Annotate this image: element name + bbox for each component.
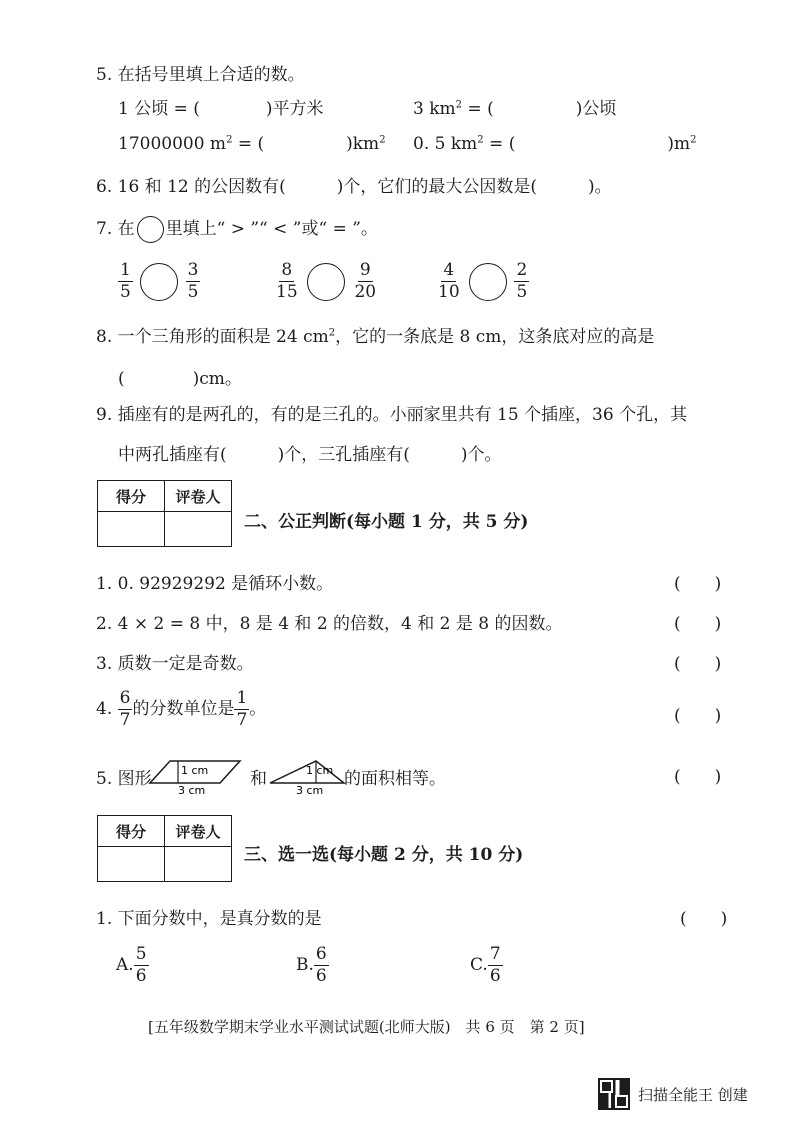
q5-row1-a: 1 公顷 = ( )平方米 — [118, 99, 324, 119]
fraction: $\frac{1}{7}$ — [236, 688, 248, 730]
fraction: $\frac{6}{7}$ — [119, 688, 131, 730]
grader-cell[interactable] — [165, 847, 232, 882]
section2-item-5-mid: 和 — [250, 769, 267, 789]
fraction: $\frac{8}{15}$ — [276, 260, 298, 302]
option-c[interactable]: C. $\frac{7}{6}$ — [470, 944, 501, 986]
q5-row2-a: 17000000 $m^2$ = ( )$km^2$ — [118, 134, 386, 154]
fraction: $\frac{3}{5}$ — [187, 260, 199, 302]
scanner-watermark: 扫描全能王 创建 — [638, 1086, 748, 1104]
fraction: $\frac{5}{6}$ — [135, 944, 147, 986]
score-header: 得分 — [98, 481, 165, 512]
grader-cell[interactable] — [165, 512, 232, 547]
triangle-height-label: 1 cm — [306, 764, 334, 777]
q9-line1: 9. 插座有的是两孔的，有的是三孔的。小丽家里共有 15 个插座，36 个孔，其 — [96, 405, 688, 425]
section3-question-1: 1. 下面分数中，是真分数的是 — [96, 909, 322, 929]
answer-circle[interactable] — [469, 263, 507, 301]
triangle-figure — [268, 755, 348, 795]
answer-paren[interactable]: ( ) — [674, 767, 722, 787]
grader-header: 评卷人 — [165, 816, 232, 847]
fraction: $\frac{4}{10}$ — [438, 260, 460, 302]
parallelogram-height-label: 1 cm — [181, 764, 209, 777]
score-header: 得分 — [98, 816, 165, 847]
q5-row2-b: 0. 5 $km^2$ = ( )$m^2$ — [413, 134, 697, 154]
parallelogram-base-label: 3 cm — [178, 784, 206, 795]
q6-text: 6. 16 和 12 的公因数有( )个，它们的最大公因数是( )。 — [96, 177, 612, 197]
answer-paren[interactable]: ( ) — [674, 574, 722, 594]
answer-paren[interactable]: ( ) — [674, 614, 722, 634]
option-a[interactable]: A. $\frac{5}{6}$ — [116, 944, 147, 986]
q5-row1-b: 3 $km^2$ = ( )公顷 — [413, 99, 617, 119]
q7-pair-3 — [436, 262, 529, 301]
qr-code-icon — [598, 1078, 630, 1110]
score-table — [97, 815, 232, 882]
fraction: $\frac{2}{5}$ — [516, 260, 528, 302]
triangle-base-label: 3 cm — [296, 784, 324, 795]
section3-title: 三、选一选(每小题 2 分，共 10 分) — [244, 845, 524, 865]
answer-paren[interactable]: ( ) — [674, 706, 722, 726]
page-footer: [五年级数学期末学业水平测试试题(北师大版) 共 6 页 第 2 页] — [148, 1018, 585, 1036]
answer-paren[interactable]: ( ) — [680, 909, 728, 929]
fraction: $\frac{1}{5}$ — [120, 260, 131, 302]
q8-line2: ( )cm。 — [118, 369, 242, 389]
section2-item-4: 4. $\frac{6}{7}$ 的分数单位是 $\frac{1}{7}$ 。 — [96, 688, 267, 730]
q8-line1: 8. 一个三角形的面积是 24 $cm^2$，它的一条底是 8 cm，这条底对应的高是 — [96, 327, 655, 347]
section2-item-1: 1. 0. 92929292 是循环小数。 — [96, 574, 334, 594]
fraction: $\frac{9}{20}$ — [354, 260, 377, 302]
q7-pair-2 — [274, 262, 378, 301]
q5-title: 5. 在括号里填上合适的数。 — [96, 65, 305, 85]
section2-item-5-tail: 的面积相等。 — [344, 769, 446, 789]
q7-title: 7. 在 里填上“ > ”“ < ”或“ = ”。 — [96, 214, 378, 243]
section2-item-5-lead: 5. 图形 — [96, 769, 152, 789]
score-table — [97, 480, 232, 547]
score-cell[interactable] — [98, 847, 165, 882]
section2-item-3: 3. 质数一定是奇数。 — [96, 654, 254, 674]
option-b[interactable]: B. $\frac{6}{6}$ — [296, 944, 327, 986]
score-cell[interactable] — [98, 512, 165, 547]
parallelogram-figure — [148, 755, 244, 795]
section2-title: 二、公正判断(每小题 1 分，共 5 分) — [244, 512, 529, 532]
fraction: $\frac{6}{6}$ — [315, 944, 327, 986]
answer-circle[interactable] — [307, 263, 345, 301]
answer-circle[interactable] — [140, 263, 178, 301]
fraction: $\frac{7}{6}$ — [489, 944, 501, 986]
q9-line2: 中两孔插座有( )个，三孔插座有( )个。 — [118, 445, 502, 465]
grader-header: 评卷人 — [165, 481, 232, 512]
compare-circle-icon — [137, 216, 164, 243]
answer-paren[interactable]: ( ) — [674, 654, 722, 674]
q7-pair-1 — [118, 262, 200, 301]
section2-item-2: 2. 4 × 2 = 8 中，8 是 4 和 2 的倍数，4 和 2 是 8 的因数。 — [96, 614, 563, 634]
